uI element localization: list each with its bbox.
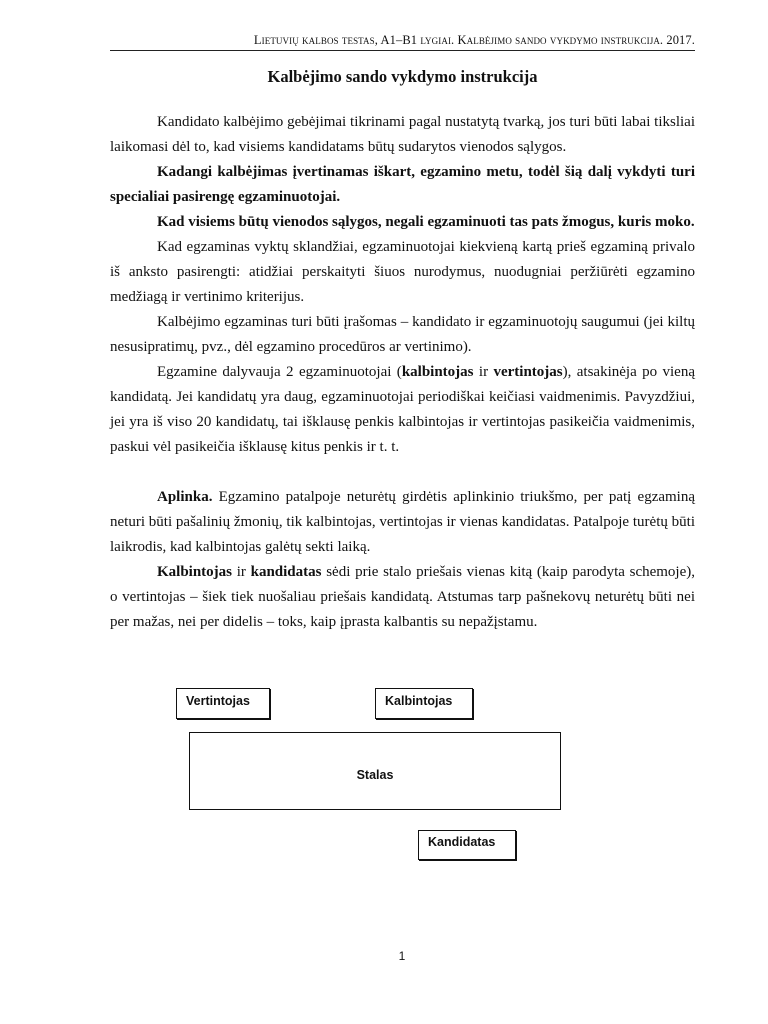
paragraph-3 (110, 210, 695, 235)
diagram-box-vertintojas (176, 688, 270, 719)
paragraph-4: Kad egzaminas vyktų sklandžiai, egzaminuotojai kiekvieną kartą prieš egzaminą privalo iš anksto pasirengti: atidžiai perskaityti šiuos nurodymus, nuodugniai peržiūrėti egzamino medžiagą ir vertinimo kriterijus. (110, 239, 695, 305)
paragraph-7 (110, 485, 695, 560)
paragraph-3-text: Kad visiems būtų vienodos sąlygos, negali egzaminuoti tas pats žmogus, kuris moko. (157, 214, 695, 230)
paragraph-6-part-c: ir (473, 364, 494, 380)
paragraph-2 (110, 160, 695, 210)
paragraph-6-part-e: ), atsakinėja po vieną kandidatą. Jei kandidatų yra daug, egzaminuotojai periodiškai keičiasi vaidmenimis. Pavyzdžiui, jei yra iš viso 20 kandidatų, tai išklausę penkis kalbintojas ir vertintojas pasikeičia vaidmenimis, paskui vėl pasikeičia išklausę kitus penkis ir t. t. (110, 364, 695, 455)
page-number: 1 (398, 949, 406, 963)
header-divider (110, 50, 695, 51)
term-kandidatas: kandidatas (250, 564, 322, 580)
paragraph-6-part-a: Egzamine dalyvauja 2 egzaminuotojai ( (157, 364, 402, 380)
diagram-label-stalas: Stalas (356, 768, 394, 782)
diagram-box-stalas (189, 732, 561, 810)
paragraph-6 (110, 360, 695, 460)
paragraph-5: Kalbėjimo egzaminas turi būti įrašomas – kandidato ir egzaminuotojų saugumui (jei kiltų nesusipratimų, pvz., dėl egzamino procedūros ar vertinimo). (110, 314, 695, 355)
term-vertintojas: vertintojas (493, 364, 563, 380)
term-kalbintojas: kalbintojas (401, 364, 474, 380)
page-header: Lietuvių kalbos testas, A1–B1 lygiai. Kalbėjimo sando vykdymo instrukcija. 2017. (253, 33, 695, 47)
diagram-label-kalbintojas: Kalbintojas (385, 694, 453, 708)
diagram-box-kalbintojas (375, 688, 473, 719)
diagram-label-kandidatas: Kandidatas (428, 835, 496, 849)
paragraph-2-text: Kadangi kalbėjimas įvertinamas iškart, egzamino metu, todėl šią dalį vykdyti turi specialiai pasirengę egzaminuotojai. (110, 164, 695, 205)
term-aplinka: Aplinka. (157, 489, 213, 505)
paragraph-8-part-d: sėdi prie stalo priešais vienas kitą (kaip parodyta schemoje), o vertintojas – šiek tiek nuošaliau priešais kandidatą. Atstumas tarp pašnekovų neturėtų būti nei per mažas, nei per didelis – toks, kaip įprasta kalbantis su nepažįstamu. (110, 564, 695, 630)
instruction-body (110, 110, 695, 635)
term-kalbintojas-2: Kalbintojas (157, 564, 233, 580)
diagram-box-kandidatas (418, 830, 516, 860)
diagram-label-vertintojas: Vertintojas (186, 694, 250, 708)
paragraph-8-part-b: ir (232, 564, 251, 580)
paragraph-1: Kandidato kalbėjimo gebėjimai tikrinami pagal nustatytą tvarką, jos turi būti labai tiksliai laikomasi dėl to, kad visiems kandidatams būtų sudarytos vienodos sąlygos. (110, 114, 695, 155)
paragraph-7-part-b: Egzamino patalpoje neturėtų girdėtis aplinkinio triukšmo, per patį egzaminą neturi būti pašalinių žmonių, tik kalbintojas, vertintojas ir vienas kandidatas. Patalpoje turėtų būti laikrodis, kad kalbintojas galėtų sekti laiką. (110, 489, 695, 555)
paragraph-8 (110, 560, 695, 635)
page-title: Kalbėjimo sando vykdymo instrukcija (267, 67, 538, 86)
